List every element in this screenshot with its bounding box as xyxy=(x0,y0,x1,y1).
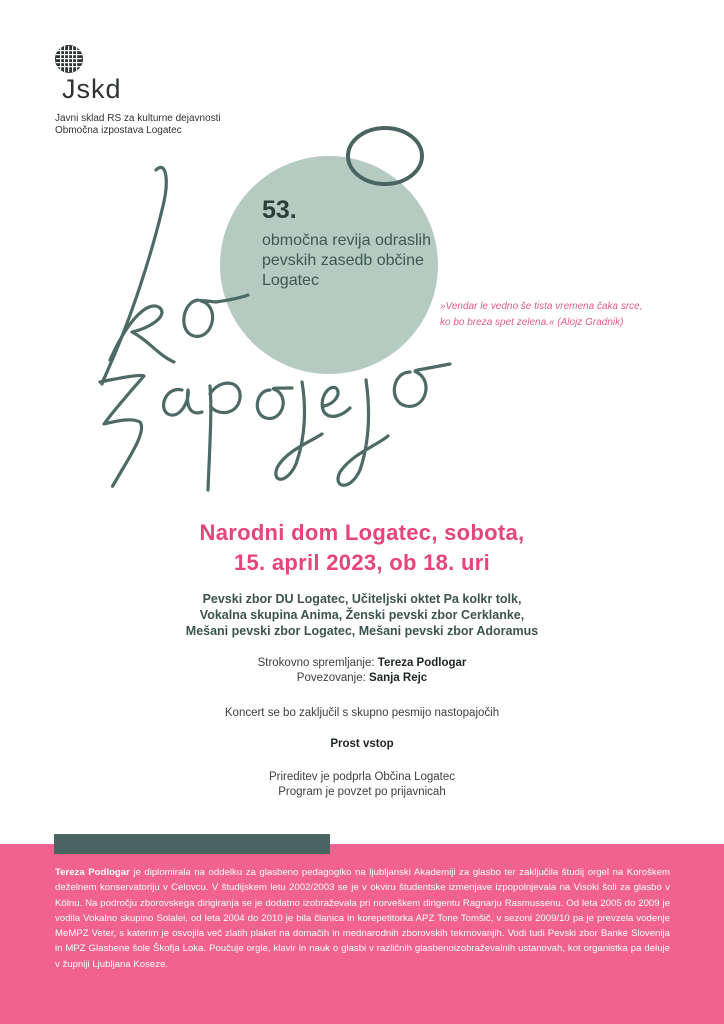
quote-line: »Vendar le vedno še tista vremena čaka srce, xyxy=(440,301,643,312)
professional-accompaniment xyxy=(0,657,724,669)
host-name: Sanja Rejc xyxy=(369,672,428,684)
free-entry-note: Prost vstop xyxy=(330,738,394,750)
performers-line: Pevski zbor DU Logatec, Učiteljski oktet Pa kolkr tolk, xyxy=(202,592,522,606)
accompaniment-name: Tereza Podlogar xyxy=(377,657,467,669)
biography-text xyxy=(55,865,670,972)
host-credit xyxy=(0,672,724,684)
biography-body: je diplomirala na oddelku za glasbeno pedagogiko na ljubljanski Akademiji za glasbo ter zaključila študij orgel na Koroškem deželnem konservatoriju v Celovcu. V študijskem letu 2002/2003 se je v okviru študentske izmenjave izpopolnjevala na Visoki šoli za glasbo v Kölnu. Na področju zborovskega dirigiranja se je dodatno izobraževala pri norveškem dirigentu Ragnarju Rasmussenu. Od leta 2005 do 2009 je vodila Vokalno skupino Solalei, od leta 2004 do 2010 je bila članica in korepetitorka APZ Tone Tomšič, v sezoni 2009/10 pa je prevzela vodenje MeMPZ Veter, s katerim je osvojila več zlatih plaket na domačih in mednarodnih zborovskih tekmovanjih. Vodi tudi Pevski zbor Banke Slovenija in MPZ Glasbene šole Škofja Loka. Poučuje orgle, klavir in nauk o glasbi v različnih glasbenoizobraževalnih ustanovah, kot organistka pa deluje v župniji Ljubljana Koseze. xyxy=(55,867,670,970)
performers-line: Mešani pevski zbor Logatec, Mešani pevski zbor Adoramus xyxy=(185,624,539,638)
quote-line: ko bo breza spet zelena.« (Alojz Gradnik) xyxy=(440,317,624,328)
accompaniment-label: Strokovno spremljanje: xyxy=(257,657,375,669)
edition-subtitle-line: območna revija odraslih xyxy=(262,232,431,249)
program-note: Program je povzet po prijavnicah xyxy=(278,786,446,798)
sponsor-note: Prireditev je podprla Občina Logatec xyxy=(268,771,456,783)
host-label: Povezovanje: xyxy=(296,672,366,684)
edition-number: 53. xyxy=(262,196,297,224)
biography-tab-accent xyxy=(54,834,330,854)
edition-subtitle-line: Logatec xyxy=(262,272,319,289)
jskd-logo-mark xyxy=(54,44,84,74)
venue-heading: Narodni dom Logatec, sobota, xyxy=(199,520,525,545)
organization-branch: Območna izpostava Logatec xyxy=(55,125,182,136)
edition-subtitle-line: pevskih zasedb občine xyxy=(262,252,424,269)
date-heading: 15. april 2023, ob 18. uri xyxy=(233,550,491,575)
closing-note: Koncert se bo zaključil s skupno pesmijo nastopajočih xyxy=(224,707,500,719)
organization-name: Javni sklad RS za kulturne dejavnosti xyxy=(55,113,221,124)
jskd-logo-text: Jskd xyxy=(62,74,122,104)
performers-line: Vokalna skupina Anima, Ženski pevski zbor Cerklanke, xyxy=(199,608,525,622)
biography-name: Tereza Podlogar xyxy=(55,867,130,878)
